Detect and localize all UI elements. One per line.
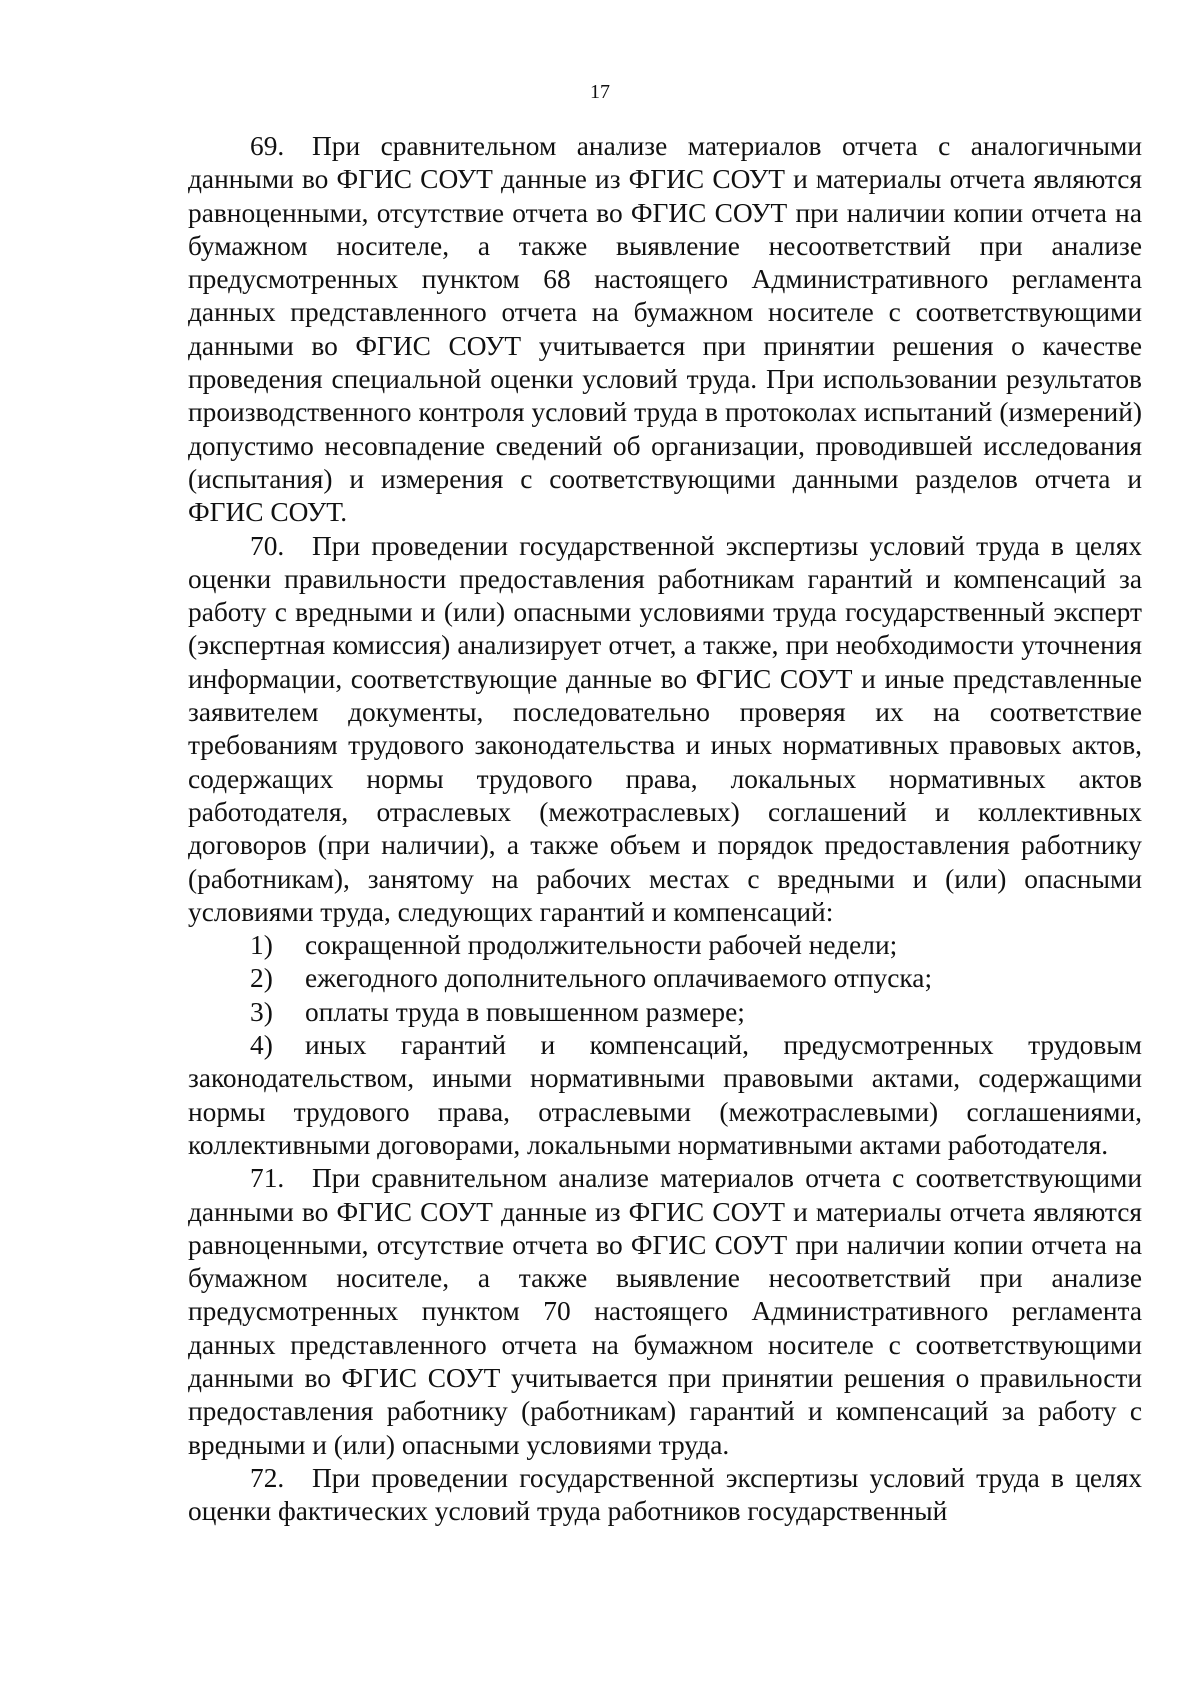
- paragraph-71: [188, 1162, 1142, 1462]
- paragraph-text: При сравнительном анализе материалов отчета с аналогичными данными во ФГИС СОУТ данные из ФГИС СОУТ и материалы отчета являются равноценными, отсутствие отчета во ФГИС СОУТ при наличии копии отчета на бумажном носителе, а также выявление несоответствий при анализе предусмотренных пунктом 68 настоящего Административного регламента данных представленного отчета на бумажном носителе с соответствующими данными во ФГИС СОУТ учитывается при принятии решения о качестве проведения специальной оценки условий труда. При использовании результатов производственного контроля условий труда в протоколах испытаний (измерений) допустимо несовпадение сведений об организации, проводившей исследования (испытания) и измерения с соответствующими данными разделов отчета и ФГИС СОУТ.: [188, 131, 1142, 528]
- list-item-number: 3): [250, 996, 273, 1027]
- list-item-number: 1): [250, 930, 273, 961]
- list-item-4: [188, 1029, 1142, 1162]
- paragraph-number: 72.: [250, 1462, 285, 1493]
- list-item-3: [188, 996, 1142, 1029]
- paragraph-70: [188, 530, 1142, 930]
- paragraph-number: 70.: [250, 530, 285, 561]
- paragraph-text: При проведении государственной экспертизы условий труда в целях оценки правильности предоставления работникам гарантий и компенсаций за работу с вредными и (или) опасными условиями труда государственный эксперт (экспертная комиссия) анализирует отчет, а также, при необходимости уточнения информации, соответствующие данные во ФГИС СОУТ и иные представленные заявителем документы, последовательно проверяя их на соответствие требованиям трудового законодательства и иных нормативных правовых актов, содержащих нормы трудового права, локальных нормативных актов работодателя, отраслевых (межотраслевых) соглашений и коллективных договоров (при наличии), а также объем и порядок предоставления работнику (работникам), занятому на рабочих местах с вредными и (или) опасными условиями труда, следующих гарантий и компенсаций:: [188, 530, 1142, 927]
- list-item-text: ежегодного дополнительного оплачиваемого отпуска;: [305, 963, 933, 994]
- list-item-text: иных гарантий и компенсаций, предусмотренных трудовым законодательством, иными нормативными правовыми актами, содержащими нормы трудового права, отраслевыми (межотраслевыми) соглашениями, коллективными договорами, локальными нормативными актами работодателя.: [188, 1030, 1142, 1160]
- paragraph-72: [188, 1462, 1142, 1529]
- paragraph-text: При сравнительном анализе материалов отчета с соответствующими данными во ФГИС СОУТ данные из ФГИС СОУТ и материалы отчета являются равноценными, отсутствие отчета во ФГИС СОУТ при наличии копии отчета на бумажном носителе, а также выявление несоответствий при анализе предусмотренных пунктом 70 настоящего Административного регламента данных представленного отчета на бумажном носителе с соответствующими данными во ФГИС СОУТ учитывается при принятии решения о правильности предоставления работнику (работникам) гарантий и компенсаций за работу с вредными и (или) опасными условиями труда.: [188, 1163, 1142, 1460]
- document-body: [188, 130, 1142, 1528]
- paragraph-number: 69.: [250, 131, 285, 161]
- page-number: 17: [590, 81, 610, 103]
- paragraph-number: 71.: [250, 1163, 285, 1194]
- list-item-number: 4): [250, 1030, 273, 1061]
- list-item-2: [188, 962, 1142, 995]
- list-item-1: [188, 929, 1142, 962]
- paragraph-69: [188, 130, 1142, 530]
- list-item-text: оплаты труда в повышенном размере;: [305, 996, 745, 1027]
- list-item-number: 2): [250, 963, 273, 994]
- paragraph-text: При проведении государственной экспертизы условий труда в целях оценки фактических условий труда работников государственный: [188, 1462, 1142, 1527]
- list-item-text: сокращенной продолжительности рабочей недели;: [305, 930, 898, 961]
